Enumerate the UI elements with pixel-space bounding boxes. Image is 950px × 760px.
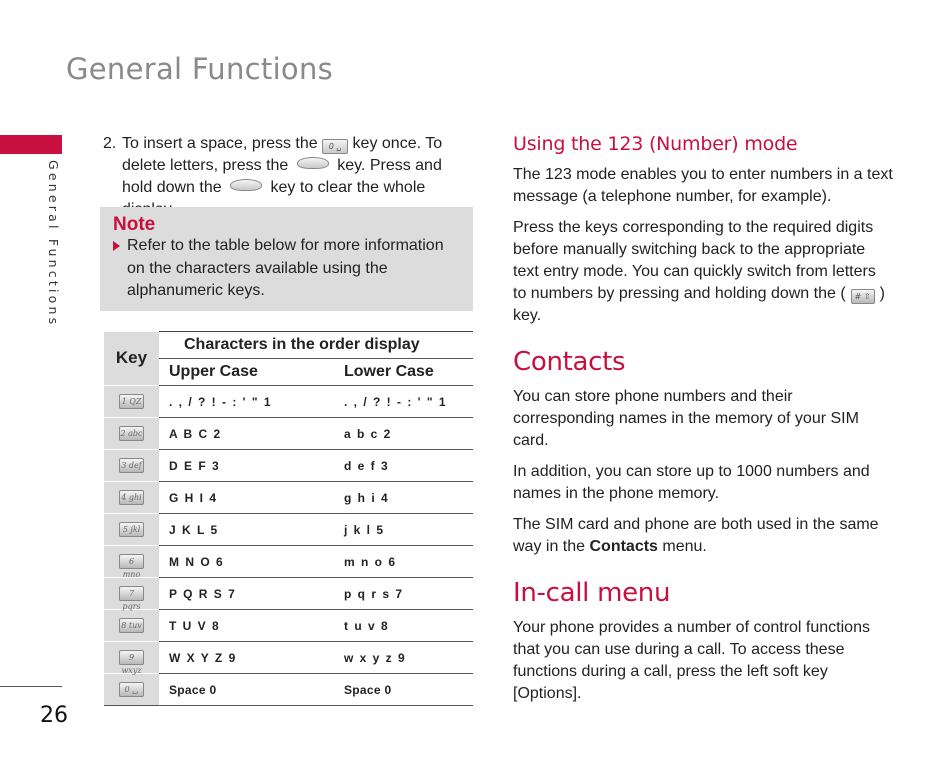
step-number: 2. [103, 135, 117, 152]
contacts-paragraph-1: You can store phone numbers and their corresponding names in the memory of your SIM card. [513, 388, 859, 449]
key-cell [104, 482, 159, 514]
key-0-icon: 0 ␣ [119, 682, 144, 697]
key-4-icon: 4 ghi [119, 490, 144, 505]
incall-menu-paragraph: Your phone provides a number of control functions that you can use during a call. To access these functions during a call, press the left soft key [Options]. [513, 619, 870, 702]
lower-case-cell: p q r s 7 [344, 578, 473, 610]
side-tab-marker [0, 135, 62, 154]
key-cell [104, 546, 159, 578]
step-text-2: key once. To delete letters, press the [122, 135, 443, 174]
upper-case-cell: G H I 4 [159, 482, 344, 514]
table-row [104, 514, 473, 546]
table-header-lower: Lower Case [344, 359, 473, 386]
note-text: Refer to the table below for more information on the characters available using the alphanumeric keys. [127, 237, 444, 299]
contacts-heading: Contacts [513, 347, 626, 377]
lower-case-cell: d e f 3 [344, 450, 473, 482]
number-mode-paragraph-1: The 123 mode enables you to enter numbers in a text message (a telephone number, for example). [513, 166, 893, 205]
lower-case-cell: a b c 2 [344, 418, 473, 450]
upper-case-cell: M N O 6 [159, 546, 344, 578]
key-8-icon: 8 tuv [119, 618, 144, 633]
clear-key-icon [297, 157, 329, 169]
lower-case-cell: Space 0 [344, 674, 473, 706]
key-cell [104, 674, 159, 706]
note-arrow-icon [113, 241, 120, 251]
lower-case-cell: t u v 8 [344, 610, 473, 642]
number-mode-text-1: Press the keys corresponding to the required digits before manually switching back to the appropriate text entry mode. You can quickly switch from letters to numbers by pressing and holding down the ( [513, 219, 876, 302]
upper-case-cell: W X Y Z 9 [159, 642, 344, 674]
upper-case-cell: Space 0 [159, 674, 344, 706]
key-6-icon: 6 mno [119, 554, 144, 569]
key-3-icon: 3 def [119, 458, 144, 473]
key-5-icon: 5 jkl [119, 522, 144, 537]
side-section-label: General Functions [46, 160, 61, 328]
table-row [104, 386, 473, 418]
step-text-3: key. Press and hold down the [122, 157, 442, 196]
table-row [104, 610, 473, 642]
zero-key-icon: 0 ␣ [322, 139, 348, 154]
contacts-paragraph-3 [513, 514, 893, 558]
upper-case-cell: D E F 3 [159, 450, 344, 482]
table-row [104, 674, 473, 706]
page-title: General Functions [66, 52, 334, 86]
upper-case-cell: J K L 5 [159, 514, 344, 546]
step-text-4: key to clear the whole [270, 179, 426, 196]
lower-case-cell: g h i 4 [344, 482, 473, 514]
table-row [104, 418, 473, 450]
step-text-1: To insert a space, press the [122, 135, 323, 152]
lower-case-cell: w x y z 9 [344, 642, 473, 674]
hash-key-icon: # ⇧ [851, 289, 875, 304]
number-mode-heading: Using the 123 (Number) mode [513, 133, 798, 155]
key-9-icon: 9 wxyz [119, 650, 144, 665]
upper-case-cell: P Q R S 7 [159, 578, 344, 610]
contacts-menu-name: Contacts [589, 538, 658, 555]
incall-menu-heading: In-call menu [513, 578, 671, 608]
table-header-characters: Characters in the order display [159, 332, 473, 359]
right-column [513, 133, 893, 714]
key-cell [104, 386, 159, 418]
lower-case-cell: m n o 6 [344, 546, 473, 578]
key-cell [104, 610, 159, 642]
table-row [104, 546, 473, 578]
upper-case-cell: T U V 8 [159, 610, 344, 642]
page-number: 26 [40, 703, 68, 728]
key-cell [104, 418, 159, 450]
lower-case-cell: j k l 5 [344, 514, 473, 546]
table-row [104, 578, 473, 610]
upper-case-cell: . , / ? ! - : ' " 1 [159, 386, 344, 418]
lower-case-cell: . , / ? ! - : ' " 1 [344, 386, 473, 418]
key-cell [104, 578, 159, 610]
key-1-icon: 1 QZ [119, 394, 144, 409]
key-cell [104, 450, 159, 482]
table-row [104, 450, 473, 482]
number-mode-paragraph-2 [513, 217, 893, 327]
upper-case-cell: A B C 2 [159, 418, 344, 450]
footer-rule [0, 686, 62, 687]
key-7-icon: 7 pqrs [119, 586, 144, 601]
contacts-text-2: menu. [657, 538, 707, 555]
table-row [104, 482, 473, 514]
key-2-icon: 2 abc [119, 426, 144, 441]
number-mode-text-2: ) key. [513, 285, 885, 324]
key-cell [104, 514, 159, 546]
table-header-upper: Upper Case [159, 359, 344, 386]
note-box [100, 207, 473, 311]
key-cell [104, 642, 159, 674]
contacts-text-1: The SIM card and phone are both used in the same way in the [513, 516, 879, 555]
table-header-key: Key [104, 332, 159, 386]
note-title: Note [113, 214, 156, 235]
contacts-paragraph-2: In addition, you can store up to 1000 numbers and names in the phone memory. [513, 463, 870, 502]
character-table [104, 331, 473, 706]
table-row [104, 642, 473, 674]
clear-key-icon [230, 179, 262, 191]
